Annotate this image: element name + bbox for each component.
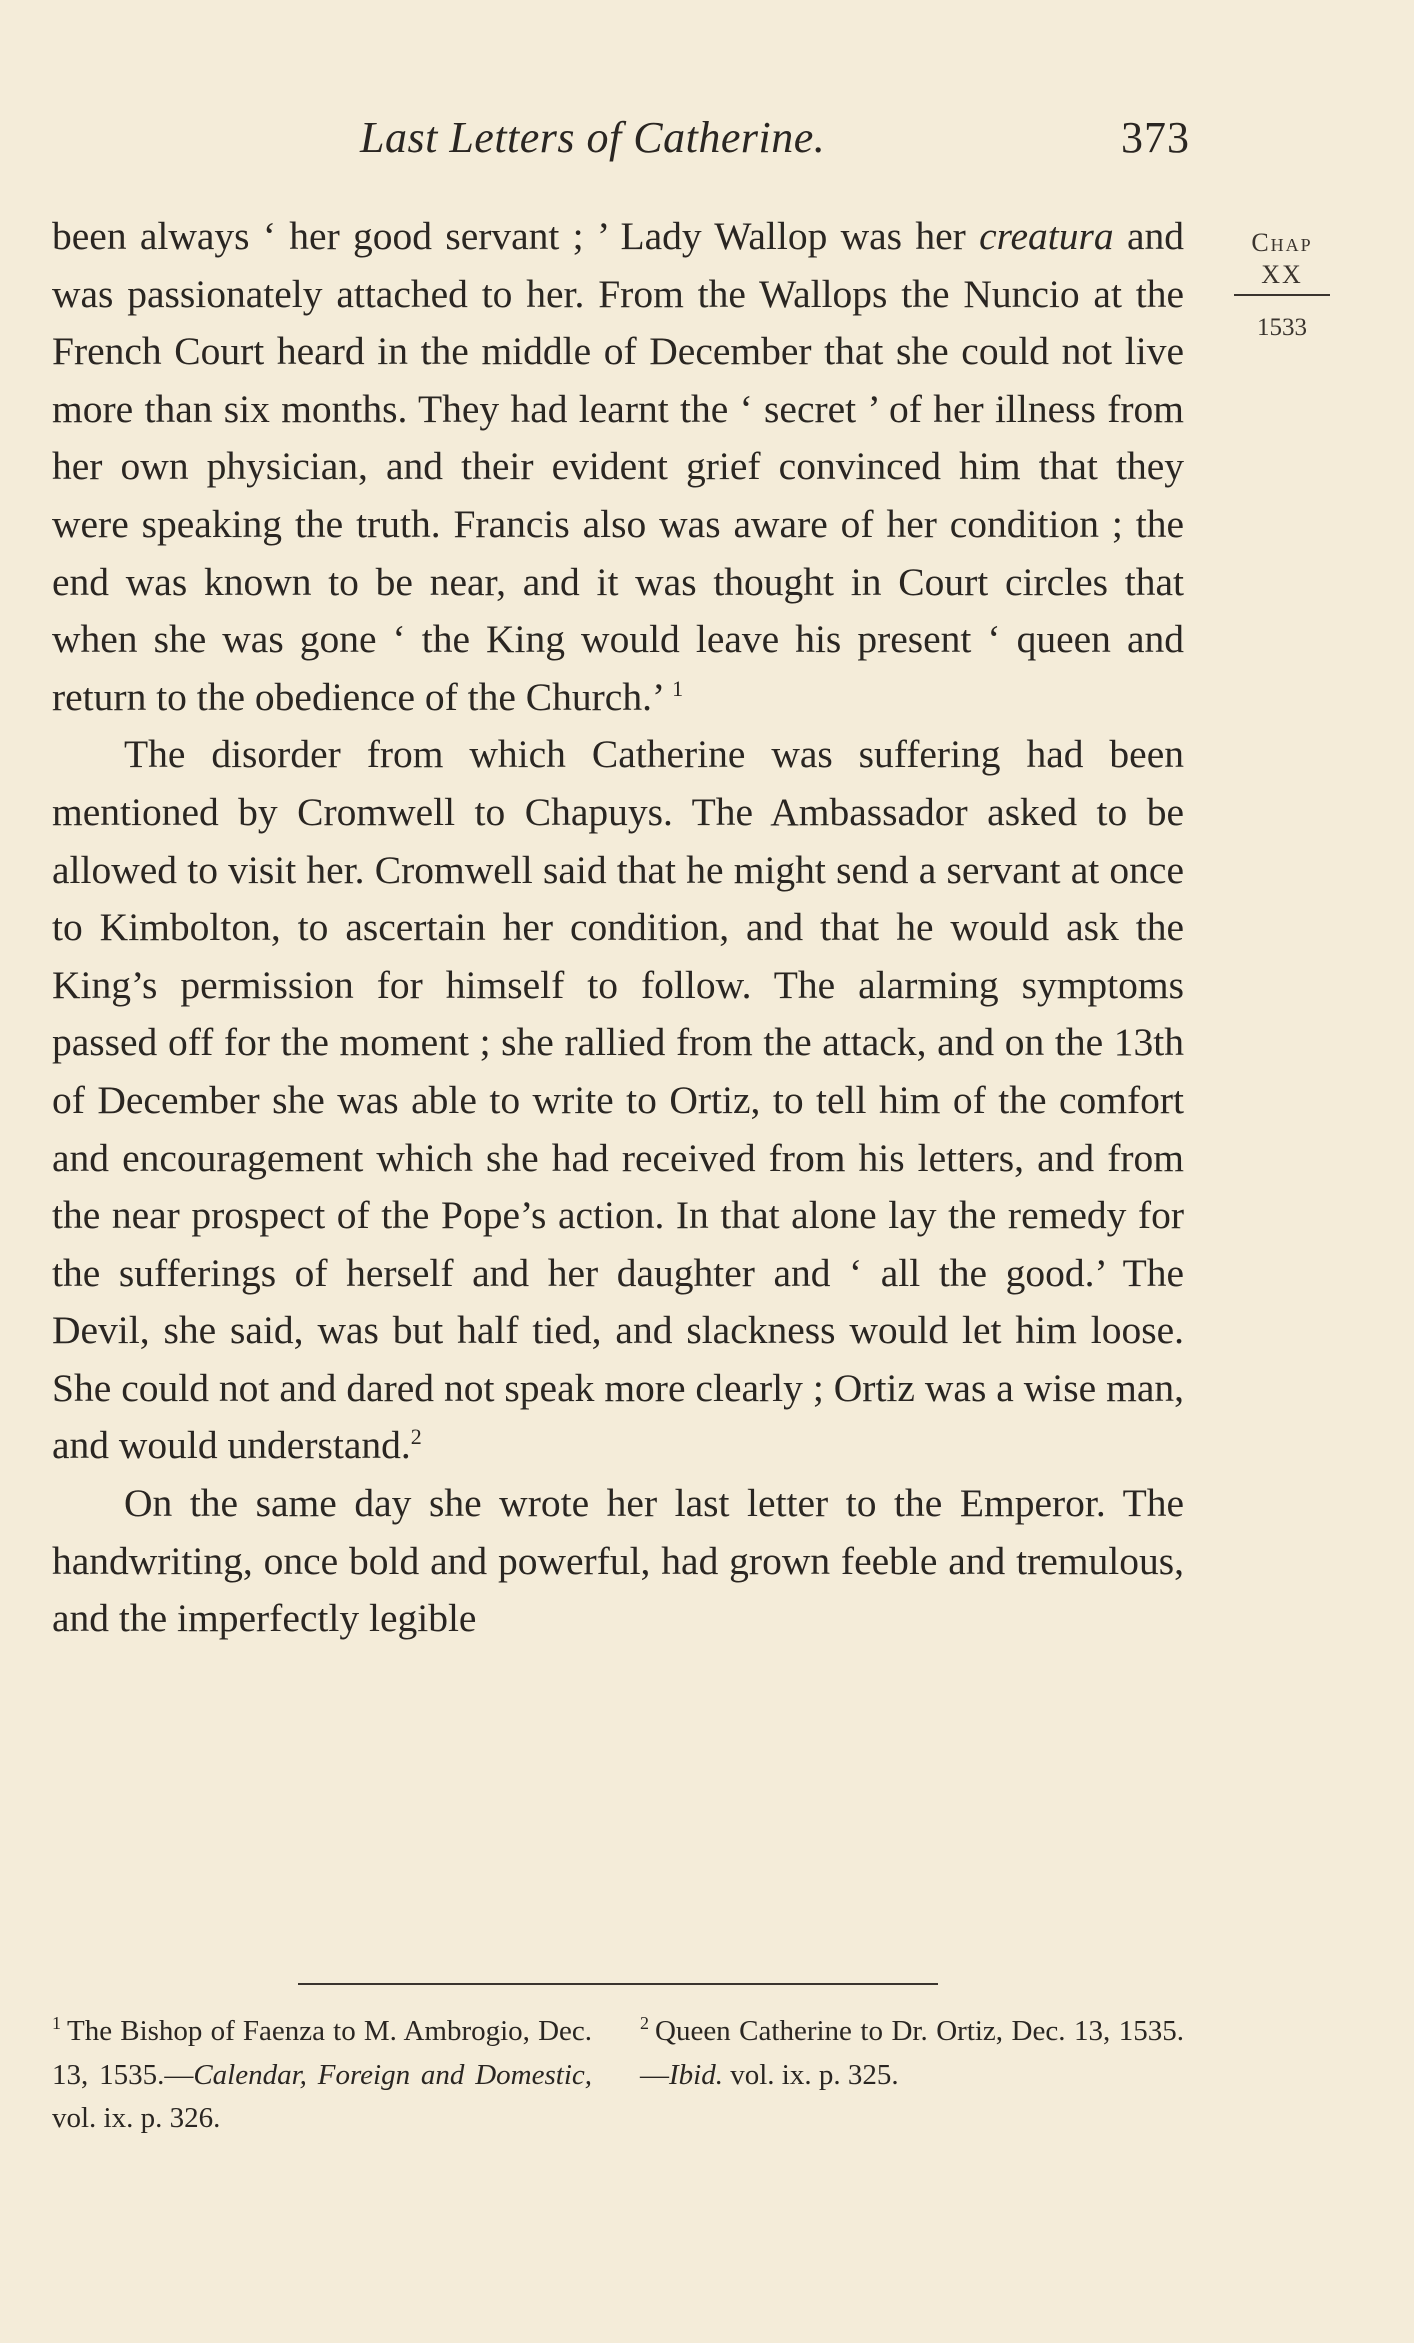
footnote-reference: 1 [672, 675, 684, 701]
margin-chap-label: Chap [1251, 228, 1313, 257]
page-header [360, 112, 1190, 172]
text-run: and was passionately attached to her. From the Wallops the Nuncio at the French Court heard in the middle of December that she could not live more than six months. They had learnt the ‘ secret ’ of her illness from her own physician, and their evident grief convinced him that they were speaking the truth. Francis also was aware of her condition ; the end was known to be near, and it was thought in Court circles that when she was gone ‘ the King would leave his present ‘ queen and return to the obedience of the Church.’ [52, 214, 1184, 719]
footnote [640, 2010, 1184, 2097]
text-run: Queen Catherine to Dr. Ortiz, Dec. 13, 1535.— [640, 2015, 1184, 2091]
margin-year: 1533 [1257, 314, 1307, 341]
paragraph [52, 726, 1184, 1475]
paragraph [52, 1475, 1184, 1648]
footnote-mark: 2 [640, 2013, 649, 2034]
margin-chapter-number: XX [1261, 260, 1303, 289]
text-run: On the same day she wrote her last letter to the Emperor. The handwriting, once bold and powerful, had grown feeble and tremulous, and the imperfectly legible [52, 1481, 1184, 1641]
italic-text: Ibid. [669, 2058, 723, 2091]
footnote-reference: 2 [410, 1424, 422, 1450]
footnote-rule [298, 1983, 938, 1985]
text-run: The Bishop of Faenza to M. Ambrogio, Dec. 13, 1535.— [52, 2015, 592, 2091]
text-run: vol. ix. p. 325. [722, 2058, 899, 2091]
text-run: been always ‘ her good servant ; ’ Lady Wallop was her [52, 214, 980, 258]
margin-note [1232, 228, 1332, 342]
italic-text: creatura [979, 214, 1114, 258]
margin-rule [1234, 294, 1330, 296]
footnote-mark: 1 [52, 2013, 61, 2034]
page-number: 373 [1121, 113, 1190, 162]
body-text [52, 208, 1184, 1648]
text-run: The disorder from which Catherine was suffering had been mentioned by Cromwell to Chapuys. The Ambassador asked to be allowed to visit her. Cromwell said that he might send a servant at once to Kimbolton, to ascertain her condition, and that he would ask the King’s permission for himself to follow. The alarming symptoms passed off for the moment ; she rallied from the attack, and on the 13th of December she was able to write to Ortiz, to tell him of the comfort and encouragement which she had received from his letters, and from the near prospect of the Pope’s action. In that alone lay the remedy for the sufferings of herself and her daughter and ‘ all the good.’ The Devil, she said, was but half tied, and slackness would let him loose. She could not and dared not speak more clearly ; Ortiz was a wise man, and would understand. [52, 732, 1184, 1468]
footnote [52, 2010, 592, 2141]
paragraph [52, 208, 1184, 726]
italic-text: Calendar, Foreign and Domestic, [193, 2058, 593, 2091]
running-title: Last Letters of Catherine. [360, 113, 826, 162]
text-run: vol. ix. p. 326. [52, 2102, 221, 2134]
